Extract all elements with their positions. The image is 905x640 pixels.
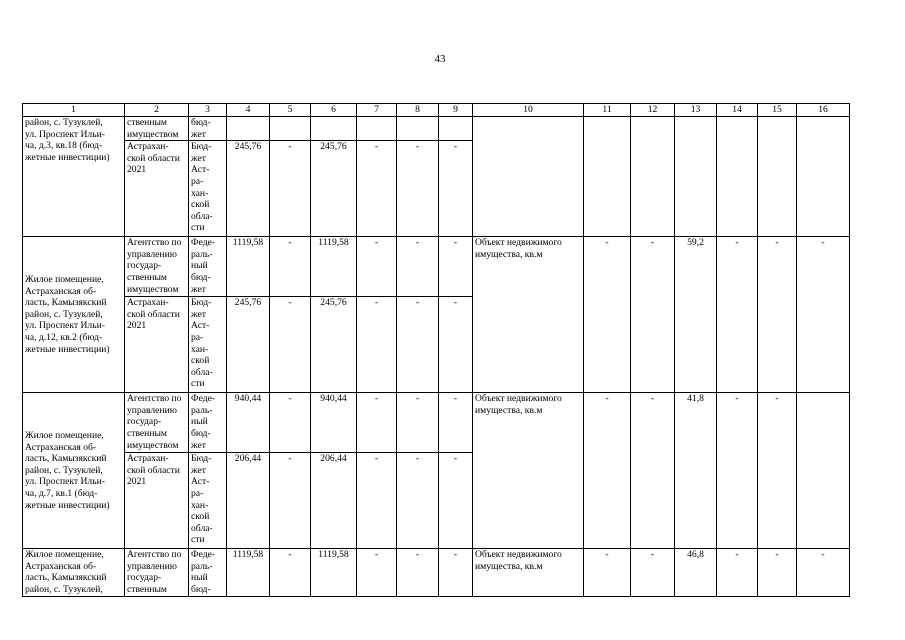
budget-source-cell: Бюд- жет Аст- ра- хан- ской обла- сти xyxy=(189,297,227,393)
administrator-cell: Агентство по управлению государ- ственным имуществом xyxy=(125,393,189,453)
budget-source-cell: Бюд- жет Аст- ра- хан- ской обла- сти xyxy=(189,141,227,237)
value-cell: - xyxy=(357,237,397,297)
value-cell: 1119,58 xyxy=(227,549,270,597)
value-cell: - xyxy=(270,393,311,453)
administrator-cell: ственным имуществом xyxy=(125,117,189,141)
value-cell: - xyxy=(797,237,850,393)
page-number: 43 xyxy=(434,53,446,65)
administrator-cell: Астрахан- ской области 2021 xyxy=(125,297,189,393)
value-cell: - xyxy=(270,549,311,597)
budget-source-cell: Феде- раль- ный бюд- жет xyxy=(189,393,227,453)
value-cell: - xyxy=(439,453,473,549)
value-cell: 206,44 xyxy=(311,453,357,549)
header-cell: 15 xyxy=(758,104,797,117)
header-cell: 6 xyxy=(311,104,357,117)
value-cell: 1119,58 xyxy=(227,237,270,297)
administrator-cell: Агентство по управлению государ- ственным xyxy=(125,549,189,597)
table-row xyxy=(23,393,850,453)
value-cell: 245,76 xyxy=(311,297,357,393)
budget-source-cell: Феде- раль- ный бюд- жет xyxy=(189,237,227,297)
value-cell: 940,44 xyxy=(227,393,270,453)
header-cell: 16 xyxy=(797,104,850,117)
administrator-cell: Агентство по управлению государ- ственным имуществом xyxy=(125,237,189,297)
value-cell: - xyxy=(631,393,675,549)
header-cell: 11 xyxy=(584,104,631,117)
header-cell: 14 xyxy=(717,104,758,117)
value-cell: 41,8 xyxy=(675,393,717,549)
value-cell: - xyxy=(397,453,439,549)
value-cell: 46,8 xyxy=(675,549,717,597)
header-cell: 8 xyxy=(397,104,439,117)
value-cell: 245,76 xyxy=(227,141,270,237)
table-row xyxy=(23,117,850,141)
budget-table xyxy=(22,103,850,597)
object-description: Жилое помещение, Астраханская об- ласть, Камызякский район, с. Тузуклей, ул. Проспект Ильи- ча, д.12, кв.2 (бюд- жетные инвестиции) xyxy=(23,237,125,393)
value-cell: - xyxy=(439,141,473,237)
value-cell: - xyxy=(270,237,311,297)
value-cell: - xyxy=(717,393,758,549)
value-cell: 245,76 xyxy=(311,141,357,237)
header-cell: 10 xyxy=(473,104,584,117)
budget-source-cell: Феде- раль- ный бюд- xyxy=(189,549,227,597)
value-cell xyxy=(797,393,850,549)
header-cell: 12 xyxy=(631,104,675,117)
value-cell: - xyxy=(584,237,631,393)
value-cell: - xyxy=(584,393,631,549)
value-cell: - xyxy=(439,237,473,297)
value-cell: 940,44 xyxy=(311,393,357,453)
budget-source-cell: Бюд- жет Аст- ра- хан- ской обла- сти xyxy=(189,453,227,549)
value-cell: - xyxy=(439,393,473,453)
value-cell: - xyxy=(270,453,311,549)
value-cell: - xyxy=(357,393,397,453)
header-cell: 3 xyxy=(189,104,227,117)
budget-source-cell: бюд- жет xyxy=(189,117,227,141)
value-cell: - xyxy=(357,141,397,237)
object-description: район, с. Тузуклей, ул. Проспект Ильи- ча, д.3, кв.18 (бюд- жетные инвестиции) xyxy=(23,117,125,237)
header-cell: 9 xyxy=(439,104,473,117)
value-cell: - xyxy=(758,393,797,549)
value-cell: - xyxy=(397,237,439,297)
value-cell: - xyxy=(758,549,797,597)
value-cell: - xyxy=(717,549,758,597)
value-cell: - xyxy=(357,453,397,549)
value-cell: - xyxy=(397,549,439,597)
header-cell: 7 xyxy=(357,104,397,117)
object-description: Жилое помещение, Астраханская об- ласть, Камызякский район, с. Тузуклей, ул. Проспект Ильи- ча, д.7, кв.1 (бюд- жетные инвестиции) xyxy=(23,393,125,549)
value-cell: - xyxy=(270,297,311,393)
value-cell: - xyxy=(631,549,675,597)
header-row xyxy=(23,104,850,117)
value-cell: 1119,58 xyxy=(311,237,357,297)
indicator-name: Объект недвижимого имущества, кв.м xyxy=(473,549,584,597)
value-cell: - xyxy=(584,549,631,597)
header-cell: 13 xyxy=(675,104,717,117)
value-cell: - xyxy=(439,549,473,597)
value-cell: - xyxy=(357,549,397,597)
header-cell: 1 xyxy=(23,104,125,117)
value-cell: - xyxy=(270,141,311,237)
value-cell: 206,44 xyxy=(227,453,270,549)
indicator-name: Объект недвижимого имущества, кв.м xyxy=(473,393,584,549)
value-cell: 245,76 xyxy=(227,297,270,393)
indicator-name: Объект недвижимого имущества, кв.м xyxy=(473,237,584,393)
value-cell: - xyxy=(397,393,439,453)
value-cell: - xyxy=(797,549,850,597)
value-cell: - xyxy=(717,237,758,393)
administrator-cell: Астрахан- ской области 2021 xyxy=(125,141,189,237)
header-cell: 2 xyxy=(125,104,189,117)
value-cell: - xyxy=(631,237,675,393)
table-row xyxy=(23,237,850,297)
value-cell: - xyxy=(357,297,397,393)
value-cell: - xyxy=(397,141,439,237)
value-cell: 1119,58 xyxy=(311,549,357,597)
object-description: Жилое помещение, Астраханская об- ласть, Камызякский район, с. Тузуклей, xyxy=(23,549,125,597)
value-cell: - xyxy=(758,237,797,393)
value-cell: - xyxy=(397,297,439,393)
table-row xyxy=(23,549,850,597)
value-cell: - xyxy=(439,297,473,393)
header-cell: 4 xyxy=(227,104,270,117)
header-cell: 5 xyxy=(270,104,311,117)
value-cell: 59,2 xyxy=(675,237,717,393)
administrator-cell: Астрахан- ской области 2021 xyxy=(125,453,189,549)
